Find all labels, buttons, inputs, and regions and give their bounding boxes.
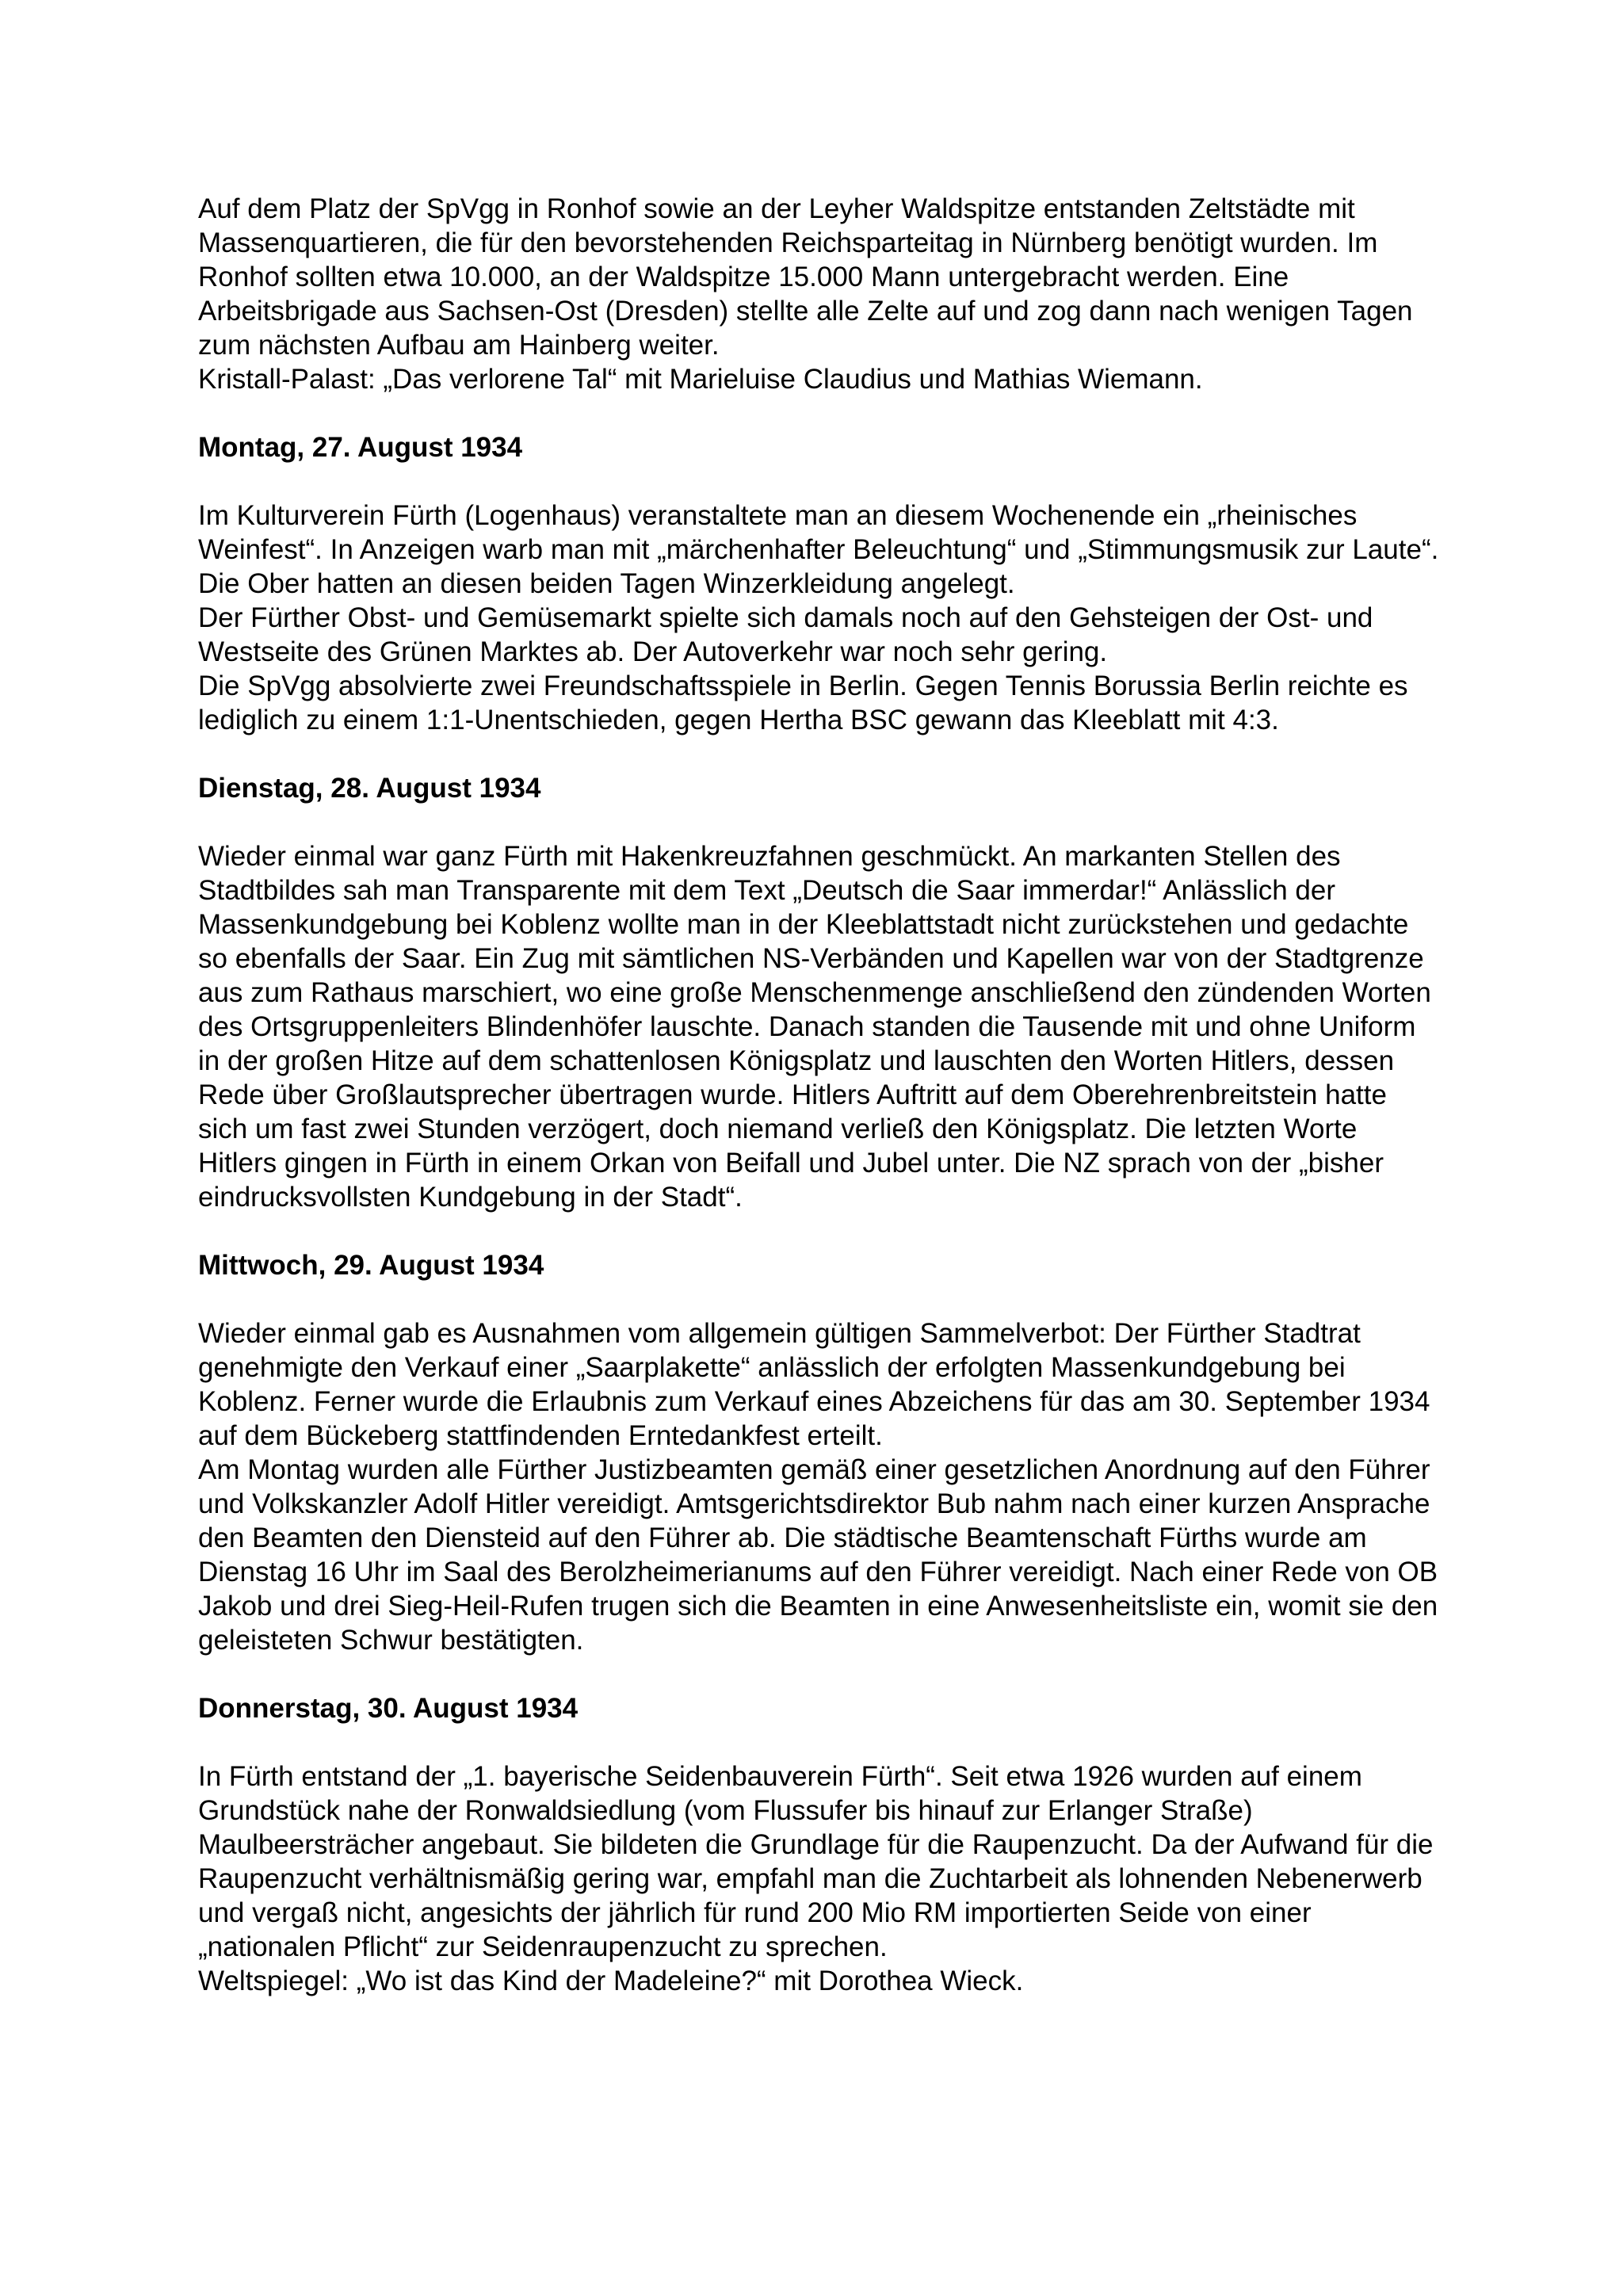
paragraph: Wieder einmal war ganz Fürth mit Hakenkreuzfahnen geschmückt. An markanten Stellen des Stadtbildes sah man Transparente mit dem Text „Deutsch die Saar immerdar!“ Anlässlich der Massenkundgebung bei Koblenz wollte man in der Kleeblattstadt nicht zurückstehen und gedachte so ebenfalls der Saar. Ein Zug mit sämtlichen NS-Verbänden und Kapellen war von der Stadtgrenze aus zum Rathaus marschiert, wo eine große Menschenmenge anschließend den zündenden Worten des Ortsgruppenleiters Blindenhöfer lauschte. Danach standen die Tausende mit und ohne Uniform in der großen Hitze auf dem schattenlosen Königsplatz und lauschten den Worten Hitlers, dessen Rede über Großlautsprecher übertragen wurde. Hitlers Auftritt auf dem Oberehrenbreitstein hatte sich um fast zwei Stunden verzögert, doch niemand verließ den Königsplatz. Die letzten Worte Hitlers gingen in Fürth in einem Orkan von Beifall und Jubel unter. Die NZ sprach von der „bisher eindrucksvollsten Kundgebung in der Stadt“. [198,841,1431,1213]
section-heading: Mittwoch, 29. August 1934 [198,1250,544,1281]
paragraph: In Fürth entstand der „1. bayerische Seidenbauverein Fürth“. Seit etwa 1926 wurden auf einem Grundstück nahe der Ronwaldsiedlung (vom Flussufer bis hinauf zur Erlanger Straße) Maulbeersträcher angebaut. Sie bildeten die Grundlage für die Raupenzucht. Da der Aufwand für die Raupenzucht verhältnismäßig gering war, empfahl man die Zuchtarbeit als lohnenden Nebenerwerb und vergaß nicht, angesichts der jährlich für rund 200 Mio RM importierten Seide von einer „nationalen Pflicht“ zur Seidenraupenzucht zu sprechen. [198,1761,1434,1962]
paragraph: Die SpVgg absolvierte zwei Freundschaftsspiele in Berlin. Gegen Tennis Borussia Berlin reichte es lediglich zu einem 1:1-Unentschieden, gegen Hertha BSC gewann das Kleeblatt mit 4:3. [198,670,1408,735]
paragraph: Wieder einmal gab es Ausnahmen vom allgemein gültigen Sammelverbot: Der Fürther Stadtrat genehmigte den Verkauf einer „Saarplakette“ anlässlich der erfolgten Massenkundgebung bei Koblenz. Ferner wurde die Erlaubnis zum Verkauf eines Abzeichens für das am 30. September 1934 auf dem Bückeberg stattfindenden Erntedankfest erteilt. [198,1318,1430,1451]
paragraph: Kristall-Palast: „Das verlorene Tal“ mit Marieluise Claudius und Mathias Wiemann. [198,364,1203,395]
paragraph-group [198,499,1441,737]
paragraph-group [198,192,1441,396]
paragraph: Der Fürther Obst- und Gemüsemarkt spielte sich damals noch auf den Gehsteigen der Ost- und Westseite des Grünen Marktes ab. Der Autoverkehr war noch sehr gering. [198,602,1373,667]
document-body [198,192,1441,2032]
section-heading: Dienstag, 28. August 1934 [198,773,541,804]
paragraph: Auf dem Platz der SpVgg in Ronhof sowie an der Leyher Waldspitze entstanden Zeltstädte mit Massenquartieren, die für den bevorstehenden Reichsparteitag in Nürnberg benötigt wurden. Im Ronhof sollten etwa 10.000, an der Waldspitze 15.000 Mann untergebracht werden. Eine Arbeitsbrigade aus Sachsen-Ost (Dresden) stellte alle Zelte auf und zog dann nach wenigen Tagen zum nächsten Aufbau am Hainberg weiter. [198,193,1413,361]
section-heading: Donnerstag, 30. August 1934 [198,1693,579,1724]
paragraph-group [198,1759,1441,1998]
paragraph: Am Montag wurden alle Fürther Justizbeamten gemäß einer gesetzlichen Anordnung auf den Führer und Volkskanzler Adolf Hitler vereidigt. Amtsgerichtsdirektor Bub nahm nach einer kurzen Ansprache den Beamten den Diensteid auf den Führer ab. Die städtische Beamtenschaft Fürths wurde am Dienstag 16 Uhr im Saal des Berolzheimerianums auf den Führer vereidigt. Nach einer Rede von OB Jakob und drei Sieg-Heil-Rufen trugen sich die Beamten in eine Anwesenheitsliste ein, womit sie den geleisteten Schwur bestätigten. [198,1454,1438,1656]
section-heading: Montag, 27. August 1934 [198,432,523,463]
paragraph-group [198,839,1441,1214]
paragraph: Weltspiegel: „Wo ist das Kind der Madeleine?“ mit Dorothea Wieck. [198,1966,1024,1996]
paragraph: Im Kulturverein Fürth (Logenhaus) veranstaltete man an diesem Wochenende ein „rheinisches Weinfest“. In Anzeigen warb man mit „märchenhafter Beleuchtung“ und „Stimmungsmusik zur Laute“. Die Ober hatten an diesen beiden Tagen Winzerkleidung angelegt. [198,500,1439,599]
paragraph-group [198,1316,1441,1657]
